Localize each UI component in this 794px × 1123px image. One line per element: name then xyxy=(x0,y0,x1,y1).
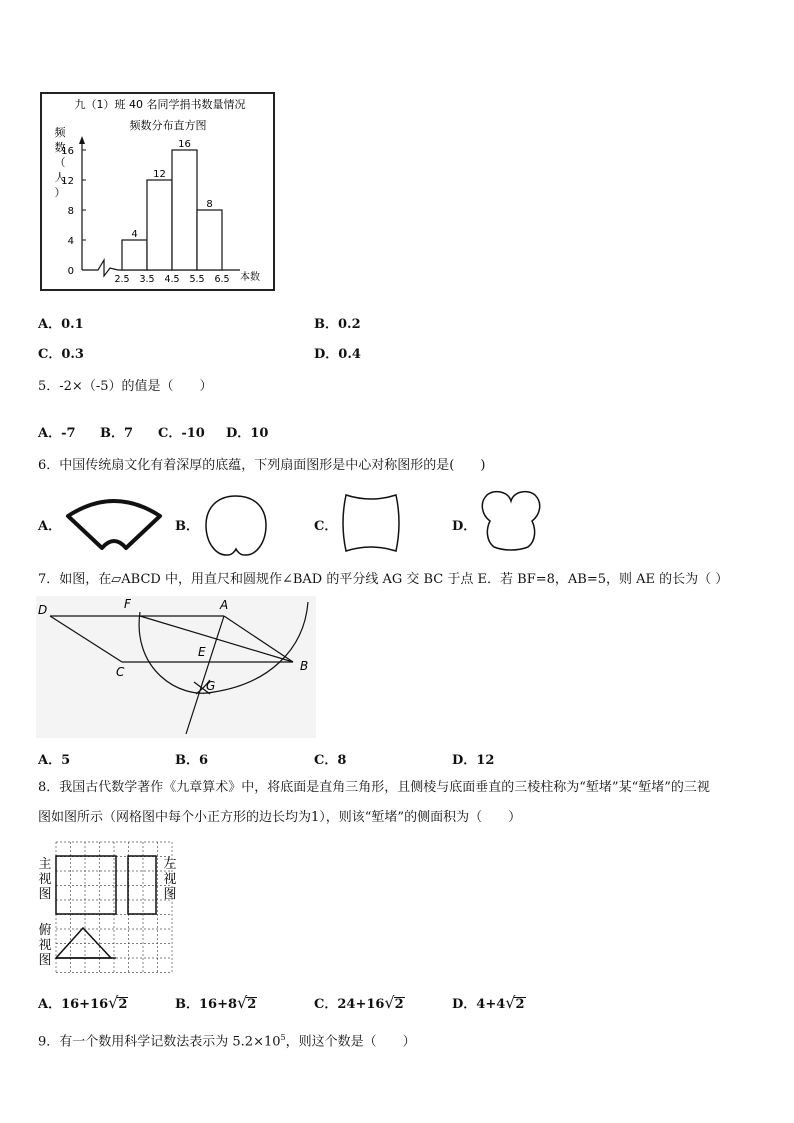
fan-shape-c xyxy=(340,491,402,555)
y-tick-label: 0 xyxy=(67,266,74,277)
histogram-title: 九（1）班 40 名同学捐书数量情况 xyxy=(74,98,246,111)
top-view-label: 视 xyxy=(38,938,52,953)
point-label-e: E xyxy=(198,645,206,659)
q4-option-a[interactable]: A．0.1 xyxy=(38,317,84,332)
x-tick-label: 2.5 xyxy=(114,274,130,285)
ylabel-char: 数 xyxy=(54,141,66,154)
q4-option-b[interactable]: B．0.2 xyxy=(314,317,361,332)
point-label-g: G xyxy=(206,679,216,693)
y-tick-label: 4 xyxy=(67,236,74,247)
q8-option-b[interactable]: B．16+8√2 xyxy=(175,993,257,1012)
histogram-subtitle: 频数分布直方图 xyxy=(129,119,207,132)
histogram-bar xyxy=(147,180,172,270)
histogram-chart xyxy=(40,92,276,292)
fan-shape-b xyxy=(204,493,268,559)
bar-value-label: 4 xyxy=(131,229,138,240)
q7-stem: 7．如图，在▱ABCD 中，用直尺和圆规作∠BAD 的平分线 AG 交 BC 于点 E．若 BF=8，AB=5，则 AE 的长为（ ） xyxy=(38,572,729,587)
q5-option-b[interactable]: B．7 xyxy=(100,426,134,441)
histogram-bar xyxy=(122,240,147,270)
bar-value-label: 16 xyxy=(178,139,191,150)
q4-option-d[interactable]: D．0.4 xyxy=(314,347,361,362)
front-view-label: 视 xyxy=(38,872,52,887)
top-view-label: 图 xyxy=(38,953,52,968)
histogram-bar xyxy=(197,210,222,270)
q5-option-a[interactable]: A．-7 xyxy=(38,426,76,441)
front-view-label: 主 xyxy=(38,857,52,872)
q4-option-c[interactable]: C．0.3 xyxy=(38,347,84,362)
y-tick-label: 12 xyxy=(61,176,74,187)
q5-stem: 5．-2×（-5）的值是（ ） xyxy=(38,379,213,394)
q8-stem-line1: 8．我国古代数学著作《九章算术》中，将底面是直角三角形，且侧棱与底面垂直的三棱柱称为“堑堵”某“堑堵”的三视 xyxy=(38,780,710,795)
q8-option-a[interactable]: A．16+16√2 xyxy=(38,993,128,1012)
three-views-figure xyxy=(36,836,186,978)
histogram-bar xyxy=(172,150,197,270)
q6-option-c-label[interactable]: C． xyxy=(314,519,338,534)
fan-shape-a xyxy=(64,492,164,554)
x-tick-label: 6.5 xyxy=(214,274,230,285)
q9-stem: 9．有一个数用科学记数法表示为 $5.2\times 10^5$，则这个数是（ ） xyxy=(38,1033,416,1050)
bar-value-label: 12 xyxy=(153,169,166,180)
ylabel-char: ） xyxy=(54,186,66,199)
x-tick-label: 5.5 xyxy=(189,274,205,285)
point-label-a: A xyxy=(220,598,229,612)
q8-option-d[interactable]: D．4+4√2 xyxy=(452,993,525,1012)
q7-geometry-figure xyxy=(36,596,316,738)
left-view-label: 视 xyxy=(163,872,177,887)
point-label-b: B xyxy=(300,659,309,673)
q7-option-b[interactable]: B．6 xyxy=(175,753,209,768)
q6-option-a-label[interactable]: A． xyxy=(38,519,62,534)
q8-option-c[interactable]: C．24+16√2 xyxy=(314,993,404,1012)
q7-option-a[interactable]: A．5 xyxy=(38,753,71,768)
left-view-label: 左 xyxy=(163,857,177,872)
x-tick-label: 3.5 xyxy=(139,274,155,285)
top-view-label: 俯 xyxy=(38,923,52,938)
point-label-c: C xyxy=(116,665,125,679)
q5-option-c[interactable]: C．-10 xyxy=(158,426,205,441)
fan-shape-d xyxy=(478,489,544,553)
left-view-label: 图 xyxy=(163,887,177,902)
point-label-d: D xyxy=(38,603,48,617)
y-tick-label: 16 xyxy=(61,146,74,157)
q5-option-d[interactable]: D．10 xyxy=(226,426,269,441)
bar-value-label: 8 xyxy=(206,199,213,210)
q7-option-c[interactable]: C．8 xyxy=(314,753,347,768)
y-tick-label: 8 xyxy=(67,206,74,217)
q8-stem-line2: 图如图所示（网格图中每个小正方形的边长均为1），则该“堑堵”的侧面积为（ ） xyxy=(38,810,522,825)
q6-option-b-label[interactable]: B． xyxy=(175,519,199,534)
front-view-label: 图 xyxy=(38,887,52,902)
point-label-f: F xyxy=(124,597,131,611)
x-tick-label: 4.5 xyxy=(164,274,180,285)
q6-stem: 6．中国传统扇文化有着深厚的底蕴，下列扇面图形是中心对称图形的是( ) xyxy=(38,458,486,473)
ylabel-char: （ xyxy=(54,156,66,169)
ylabel-char: 人 xyxy=(54,171,66,184)
histogram-xlabel: 本数 xyxy=(240,272,260,283)
histogram-ylabel xyxy=(55,125,67,199)
q7-option-d[interactable]: D．12 xyxy=(452,753,495,768)
q6-option-d-label[interactable]: D． xyxy=(452,519,477,534)
ylabel-char: 频 xyxy=(54,126,66,139)
